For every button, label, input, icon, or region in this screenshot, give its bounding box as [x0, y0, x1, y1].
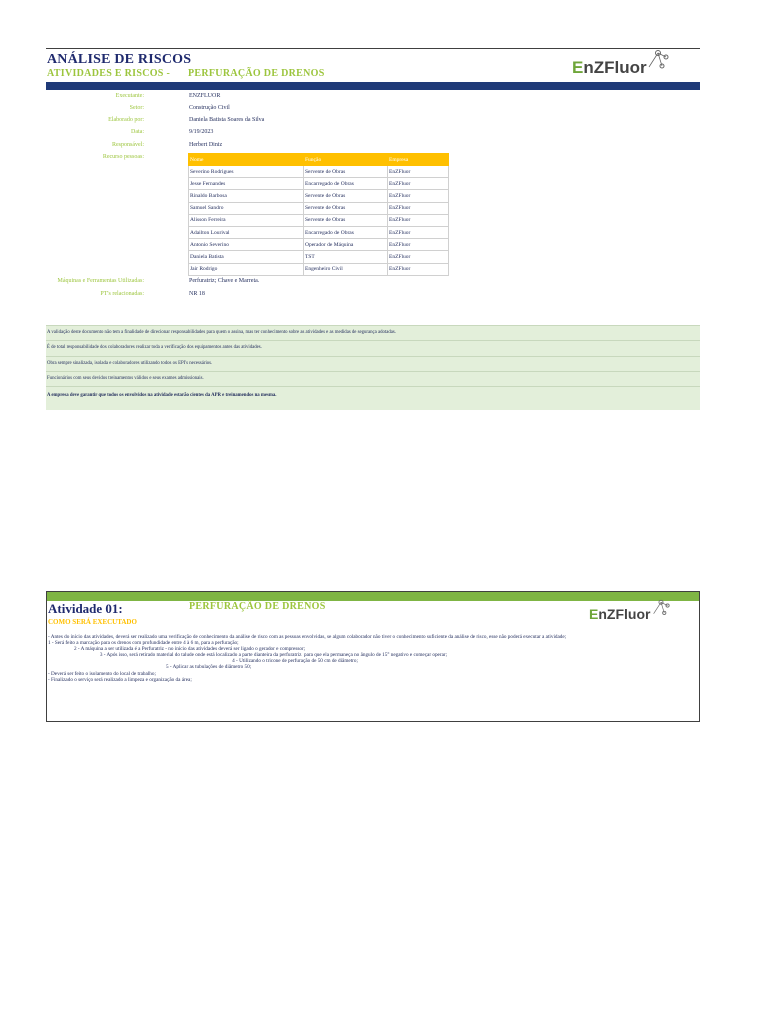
setor-value: Construção Civil — [189, 105, 230, 111]
execution-steps — [48, 634, 698, 683]
step-line: 4 - Utilizando o tricone de perfuração de 50 cm de diâmetro; — [48, 658, 358, 665]
recursos-table — [188, 153, 449, 276]
cell-funcao: Encarregado de Obras — [304, 178, 388, 190]
molecule-icon — [651, 599, 671, 617]
activity-header-band — [47, 592, 699, 601]
cell-nome: Antonio Severino — [189, 239, 304, 251]
step-line: 2 - A máquina a ser utilizada é a Perfuratriz - no início das atividades deverá ser ligado o gerador e compressor; — [48, 646, 306, 653]
molecule-icon — [646, 49, 670, 71]
executante-value: ENZFLUOR — [189, 93, 221, 99]
header-divider — [46, 82, 700, 90]
cell-nome: Rinaldo Barbosa — [189, 190, 304, 202]
step-line: 5 - Aplicar as tubulações de diâmetro 50; — [48, 664, 252, 671]
responsavel-value: Herbert Diniz — [189, 142, 223, 148]
cell-empresa: EnZFluor — [388, 226, 449, 238]
table-row — [189, 178, 449, 190]
document-title: ANÁLISE DE RISCOS — [47, 52, 192, 67]
cell-funcao: Engenheiro Civil — [304, 263, 388, 275]
cell-empresa: EnZFluor — [388, 239, 449, 251]
cell-nome: Jair Rodrigo — [189, 263, 304, 275]
cell-empresa: EnZFluor — [388, 166, 449, 178]
elaborado-value: Daniela Batista Soares da Silva — [189, 117, 265, 123]
step-line: - Deverá ser feito o isolamento do local de trabalho; — [48, 670, 156, 677]
note-responsibility: É de total responsabilidade dos colaboradores realizar toda a verificação dos equipamentos antes das atividades. — [46, 340, 700, 356]
cell-funcao: Servente de Obras — [304, 214, 388, 226]
cell-empresa: EnZFluor — [388, 251, 449, 263]
cell-funcao: Operador de Máquina — [304, 239, 388, 251]
cell-funcao: Servente de Obras — [304, 166, 388, 178]
note-validation: A validação deste documento não tem a finalidade de direcionar responsabilidades para quem o assina, mas ter conhecimento sobre as atividades e as medidas de segurança adotadas. — [46, 325, 700, 340]
table-header-row — [189, 154, 449, 166]
responsavel-label: Responsável: — [112, 142, 144, 148]
data-value: 9/19/2023 — [189, 129, 214, 135]
cell-empresa: EnZFluor — [388, 263, 449, 275]
column-header-nome: Nome — [189, 154, 304, 166]
cell-nome: Samuel Sandro — [189, 202, 304, 214]
maquinas-value: Perfuratriz; Chave e Marreta. — [189, 278, 260, 284]
recursos-label: Recurso pessoas: — [102, 154, 144, 160]
activity-sheet — [46, 591, 700, 722]
cell-empresa: EnZFluor — [388, 214, 449, 226]
maquinas-label: Máquinas e Ferramentas Utilizadas: — [57, 278, 144, 284]
pts-value: NR 18 — [189, 291, 205, 297]
activity-heading: PERFURAÇÃO DE DRENOS — [188, 68, 325, 79]
activity-title: Atividade 01: — [48, 601, 123, 616]
step-line: 3 - Após isso, será retirado material do talude onde está localizado a parte dianteira da perfuratriz para que ela permaneça no ângulo de 15° negativo e começar operar; — [48, 652, 448, 659]
document-subtitle: ATIVIDADES E RISCOS - — [47, 68, 171, 79]
step-line: - Antes do início das atividades, deverá ser realizado uma verificação de conhecimento da análise de risco com as pessoas envolvidas, se algum colaborador não tiver o conhecimento suficiente da análise de risco, esse não poderá executar a atividade; — [48, 634, 567, 640]
cell-empresa: EnZFluor — [388, 178, 449, 190]
setor-label: Setor: — [129, 105, 144, 111]
cell-nome: Severino Rodrigues — [189, 166, 304, 178]
table-row — [189, 190, 449, 202]
column-header-empresa: Empresa — [388, 154, 449, 166]
cell-funcao: Servente de Obras — [304, 202, 388, 214]
table-row — [189, 263, 449, 275]
executante-label: Executante: — [115, 93, 144, 99]
activity-subtitle: COMO SERÁ EXECUTADO — [48, 618, 137, 626]
table-row — [189, 251, 449, 263]
table-row — [189, 226, 449, 238]
pts-label: PT's relacionadas: — [100, 291, 144, 297]
cell-nome: Alisson Ferreira — [189, 214, 304, 226]
note-company-guarantee: A empresa deve garantir que todos os envolvidos na atividade estarão cientes da APR e treinamendos na mesma. — [46, 386, 700, 410]
column-header-funcao: Função — [304, 154, 388, 166]
table-row — [189, 239, 449, 251]
cell-nome: Adailton Lourival — [189, 226, 304, 238]
table-row — [189, 202, 449, 214]
table-row — [189, 166, 449, 178]
table-row — [189, 214, 449, 226]
data-label: Data: — [131, 129, 144, 135]
cell-nome: Jesse Fernandes — [189, 178, 304, 190]
cell-nome: Daniela Batista — [189, 251, 304, 263]
activity-heading: PERFURAÇÃO DE DRENOS — [189, 601, 326, 612]
company-logo: EnZFluor — [572, 58, 647, 78]
risk-analysis-sheet — [46, 48, 700, 409]
note-signage: Obra sempre sinalizada, isolada e colaboradores utilizando todos os EPI's necessários. — [46, 356, 700, 371]
company-logo: EnZFluor — [589, 606, 650, 622]
cell-funcao: TST — [304, 251, 388, 263]
cell-funcao: Servente de Obras — [304, 190, 388, 202]
cell-empresa: EnZFluor — [388, 190, 449, 202]
elaborado-label: Elaborado por: — [108, 117, 144, 123]
step-line: - Finalizado o serviço será realizado a limpeza e organização da área; — [48, 676, 192, 683]
note-training: Funcionários com seus devidos treinamentos válidos e seus exames admissionais. — [46, 371, 700, 386]
cell-funcao: Encarregado de Obras — [304, 226, 388, 238]
step-line: 1 - Será feito a marcação para os drenos com profundidade entre 4 à 6 m, para a perfuração; — [48, 640, 239, 647]
cell-empresa: EnZFluor — [388, 202, 449, 214]
